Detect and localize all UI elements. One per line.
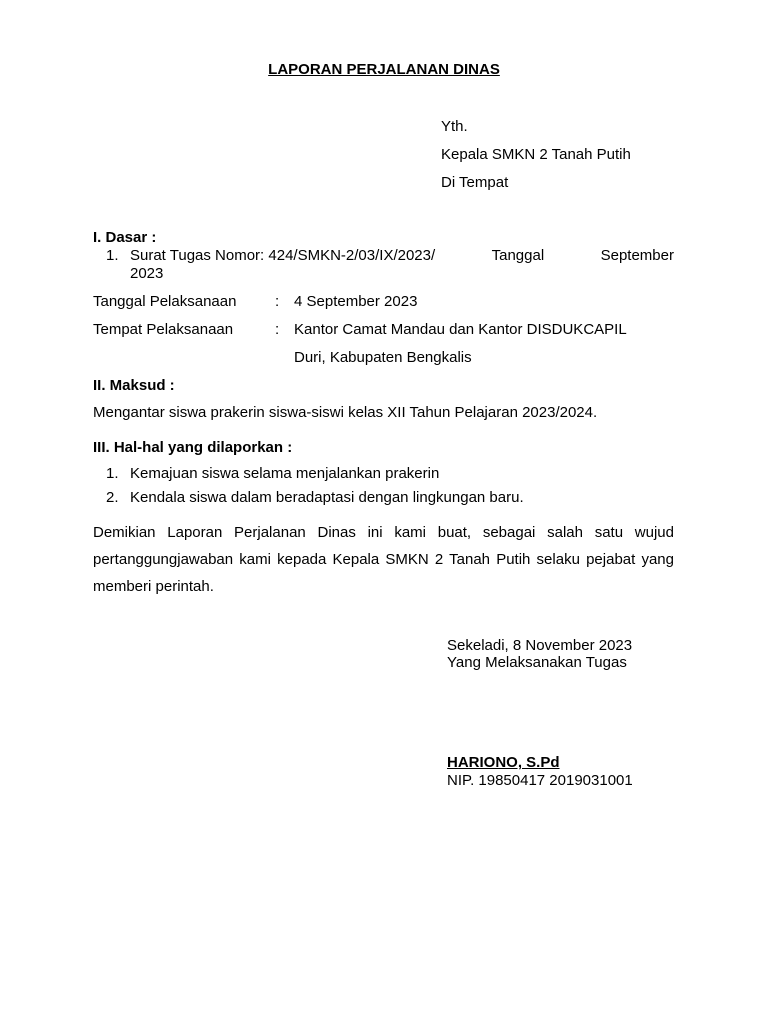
dasar-item-line <box>130 247 674 264</box>
laporan-item-2-number: 2. <box>106 489 119 506</box>
place-value-line2: Duri, Kabupaten Bengkalis <box>294 349 472 366</box>
dasar-item-year: 2023 <box>130 265 164 282</box>
signature-place-date: Sekeladi, 8 November 2023 <box>447 637 633 654</box>
date-value: 4 September 2023 <box>294 293 418 310</box>
recipient-name: Kepala SMKN 2 Tanah Putih <box>441 146 631 163</box>
dasar-item-tanggal: Tanggal <box>491 247 545 264</box>
date-label: Tanggal Pelaksanaan <box>93 293 237 310</box>
recipient-salutation: Yth. <box>441 118 468 135</box>
section-dasar-heading: I. Dasar : <box>93 229 157 246</box>
place-label: Tempat Pelaksanaan <box>93 321 234 338</box>
signatory-name: HARIONO, S.Pd <box>447 754 560 771</box>
signature-role: Yang Melaksanakan Tugas <box>447 654 627 671</box>
maksud-text: Mengantar siswa prakerin siswa-siswi kelas XII Tahun Pelajaran 2023/2024. <box>93 404 598 421</box>
laporan-item-1-text: Kemajuan siswa selama menjalankan prakerin <box>130 465 440 482</box>
place-value-line1: Kantor Camat Mandau dan Kantor DISDUKCAPIL <box>294 321 627 338</box>
section-maksud-heading: II. Maksud : <box>93 377 175 394</box>
dasar-item-month: September <box>600 247 674 264</box>
document-title: LAPORAN PERJALANAN DINAS <box>268 61 500 78</box>
date-colon: : <box>275 293 280 310</box>
laporan-item-2-text: Kendala siswa dalam beradaptasi dengan lingkungan baru. <box>130 489 524 506</box>
place-colon: : <box>275 321 280 338</box>
recipient-location: Di Tempat <box>441 174 509 191</box>
signatory-nip: NIP. 19850417 2019031001 <box>447 772 633 789</box>
section-laporan-heading: III. Hal-hal yang dilaporkan : <box>93 439 293 456</box>
dasar-item-number: 1. <box>106 247 119 264</box>
dasar-item-text: Surat Tugas Nomor: 424/SMKN-2/03/IX/2023/ <box>130 247 436 264</box>
laporan-item-1-number: 1. <box>106 465 119 482</box>
closing-paragraph: Demikian Laporan Perjalanan Dinas ini kami buat, sebagai salah satu wujud pertanggungjawaban kami kepada Kepala SMKN 2 Tanah Putih selaku pejabat yang memberi perintah. <box>93 524 674 595</box>
